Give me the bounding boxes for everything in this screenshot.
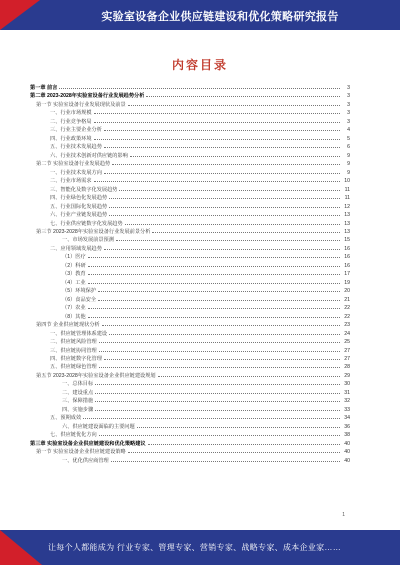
toc-entry[interactable]: [30, 296, 350, 304]
toc-entry[interactable]: [30, 203, 350, 211]
toc-entry[interactable]: [30, 109, 350, 117]
toc-entry-page: 3: [347, 101, 350, 108]
toc-entry-page: 12: [344, 203, 350, 210]
toc-entry-label: （1）医疗: [62, 254, 86, 261]
footer-slogan: 让每个人都能成为 行业专家、管理专家、营销专家、战略专家、成本企业家……: [48, 543, 342, 552]
toc-entry[interactable]: [30, 245, 350, 253]
toc-entry-page: 34: [344, 415, 350, 422]
toc-entry-label: 六、行业产业链发展趋势: [50, 212, 108, 219]
toc-entry-label: 四、行业绿色化发展趋势: [50, 195, 108, 202]
toc-entry[interactable]: [30, 92, 350, 100]
toc-leader-dots: [99, 342, 340, 343]
toc-leader-dots: [94, 122, 340, 123]
toc-entry-label: 第一节 实验室设备企业供应链建设策略: [36, 449, 126, 456]
toc-leader-dots: [109, 215, 340, 216]
toc-entry[interactable]: [30, 338, 350, 346]
toc-entry-page: 36: [344, 423, 350, 430]
toc-entry-label: 五、行业国际化发展趋势: [50, 203, 108, 210]
toc-entry-page: 11: [344, 195, 350, 202]
toc-entry-label: 第三章 实验室设备企业供应链建设和优化策略建议: [30, 440, 146, 447]
toc-entry[interactable]: [30, 380, 350, 388]
toc-leader-dots: [104, 359, 340, 360]
toc-entry-label: 七、供应链优化方向: [50, 432, 97, 439]
toc-entry-label: （8）其他: [62, 313, 86, 320]
toc-entry-page: 11: [344, 186, 350, 193]
toc-entry[interactable]: [30, 287, 350, 295]
toc-entry[interactable]: [30, 194, 350, 202]
toc-entry-page: 20: [344, 288, 350, 295]
toc-leader-dots: [99, 351, 340, 352]
toc-entry[interactable]: [30, 270, 350, 278]
toc-entry[interactable]: [30, 448, 350, 456]
toc-entry[interactable]: [30, 135, 350, 143]
toc-entry-page: 3: [347, 85, 350, 91]
toc-leader-dots: [95, 393, 340, 394]
toc-entry[interactable]: [30, 118, 350, 126]
toc-leader-dots: [112, 164, 340, 165]
toc-leader-dots: [104, 173, 340, 174]
toc-entry-page: 25: [344, 339, 350, 346]
toc-leader-dots: [59, 88, 340, 89]
toc-entry-page: 38: [344, 432, 350, 439]
toc-entry[interactable]: [30, 211, 350, 219]
toc-leader-dots: [158, 376, 340, 377]
toc-leader-dots: [99, 435, 340, 436]
toc-leader-dots: [94, 139, 340, 140]
toc-entry[interactable]: [30, 440, 350, 448]
toc-entry-label: 二、应用领域发展趋势: [50, 245, 102, 252]
toc-entry[interactable]: [30, 330, 350, 338]
toc-leader-dots: [98, 300, 340, 301]
toc-entry-label: （2）科研: [62, 262, 86, 269]
toc-leader-dots: [83, 418, 340, 419]
toc-entry[interactable]: [30, 143, 350, 151]
page-number: 1: [342, 512, 345, 518]
toc-entry-label: 二、行业市场需求: [50, 178, 92, 185]
toc-entry-page: 40: [344, 449, 350, 456]
toc-entry-page: 27: [344, 347, 350, 354]
toc-entry-page: 40: [344, 457, 350, 464]
toc-leader-dots: [109, 334, 340, 335]
toc-entry[interactable]: [30, 389, 350, 397]
toc-entry[interactable]: [30, 355, 350, 363]
toc-entry-page: 4: [347, 127, 350, 134]
toc-entry-label: 六、供应链建设面临的主要问题: [62, 423, 135, 430]
toc-heading: 内容目录: [171, 58, 228, 72]
toc-leader-dots: [95, 384, 340, 385]
toc-entry-page: 32: [344, 398, 350, 405]
toc-entry-page: 22: [344, 313, 350, 320]
toc-leader-dots: [95, 401, 340, 402]
toc-entry-page: 19: [344, 279, 350, 286]
toc-entry[interactable]: [30, 372, 350, 380]
toc-entry[interactable]: [30, 101, 350, 109]
toc-entry-label: 三、行业主要企业分析: [50, 127, 102, 134]
toc-entry-page: 13: [344, 220, 350, 227]
toc-entry-label: 五、预期成效: [50, 415, 82, 422]
toc-entry-label: 五、行业技术发展趋势: [50, 144, 102, 151]
toc-entry-page: 13: [344, 228, 350, 235]
toc-entry-label: 二、行业竞争格局: [50, 118, 92, 125]
toc-entry-page: 15: [344, 237, 350, 244]
toc-entry-label: 第一章 前言: [30, 85, 58, 91]
toc-leader-dots: [109, 198, 340, 199]
toc-entry[interactable]: [30, 347, 350, 355]
toc-entry-page: 29: [344, 372, 350, 379]
toc-entry-label: 三、智能化及数字化发展趋势: [50, 186, 118, 193]
toc-entry[interactable]: [30, 177, 350, 185]
toc-entry-label: 二、建设重点: [62, 389, 94, 396]
toc-entry-label: 六、行业技术创新对供应链的影响: [50, 152, 128, 159]
toc-entry-page: 9: [347, 169, 350, 176]
toc-entry-label: 四、供应链数字化管理: [50, 356, 102, 362]
toc-entry-page: 23: [344, 322, 350, 329]
toc-entry[interactable]: [30, 220, 350, 228]
toc-entry-page: 33: [344, 406, 350, 413]
toc-entry[interactable]: [30, 321, 350, 329]
toc-entry-label: （7）农业: [62, 305, 86, 312]
toc-entry-label: 一、总体目标: [62, 381, 94, 388]
toc-leader-dots: [104, 130, 340, 131]
toc-entry[interactable]: [30, 169, 350, 177]
toc-entry-label: 三、保障措施: [62, 398, 94, 405]
toc-entry-page: 16: [344, 245, 350, 252]
toc-entry-page: 40: [344, 440, 350, 447]
toc-entry[interactable]: [30, 406, 350, 414]
footer-banner: [0, 530, 400, 565]
toc-entry[interactable]: [30, 253, 350, 261]
toc-entry-label: 第一节 实验室设备行业发展现状及前景: [36, 101, 126, 108]
toc-entry-label: 七、行业供应链数字化发展趋势: [50, 220, 123, 227]
header-banner: [0, 0, 400, 30]
toc-entry-page: 28: [344, 364, 350, 371]
toc-leader-dots: [128, 105, 340, 106]
toc-entry-label: 四、行业政策环境: [50, 135, 92, 142]
toc-entry-label: 第四节 企业供应链现状分析: [36, 322, 100, 329]
toc-entry-label: 第二节 实验室设备行业发展趋势: [36, 161, 111, 168]
toc-entry-label: 一、行业市场规模: [50, 110, 92, 117]
toc-entry[interactable]: [30, 186, 350, 194]
toc-entry[interactable]: [30, 313, 350, 321]
toc-leader-dots: [88, 283, 340, 284]
toc-entry-label: 第二章 2023-2028年实验室设备行业发展趋势分析: [30, 93, 145, 100]
toc-leader-dots: [88, 308, 340, 309]
toc-leader-dots: [99, 367, 340, 368]
toc-entry-label: 一、行业技术发展方向: [50, 169, 102, 176]
toc-entry-page: 16: [344, 254, 350, 261]
toc-entry-page: 27: [344, 356, 350, 362]
toc-leader-dots: [102, 325, 340, 326]
toc-entry[interactable]: [30, 457, 350, 465]
toc-entry[interactable]: [30, 279, 350, 287]
toc-entry-page: 9: [347, 152, 350, 159]
toc-entry-page: 5: [347, 135, 350, 142]
toc-entry-label: 五、供应链绿色管理: [50, 364, 97, 371]
toc-leader-dots: [94, 113, 340, 114]
toc-entry-page: 17: [344, 271, 350, 278]
toc-entry-label: 第五节 2023-2028年实验室设备企业供应链建设规划: [36, 372, 156, 379]
toc-entry-label: 一、市场发展前景预测: [62, 237, 114, 244]
toc-entry-label: 三、供应链协同管理: [50, 347, 97, 354]
toc-entry-page: 13: [344, 212, 350, 219]
toc-leader-dots: [116, 240, 340, 241]
toc-leader-dots: [88, 266, 340, 267]
toc-entry-page: 9: [347, 161, 350, 168]
toc-entry[interactable]: [30, 262, 350, 270]
toc-entry[interactable]: [30, 228, 350, 236]
toc-entry[interactable]: [30, 414, 350, 422]
toc-leader-dots: [88, 274, 340, 275]
toc-leader-dots: [95, 410, 340, 411]
toc-leader-dots: [109, 207, 340, 208]
toc-leader-dots: [152, 232, 340, 233]
toc-entry-page: 6: [347, 144, 350, 151]
toc-entry-label: 四、实施步骤: [62, 406, 94, 413]
toc-leader-dots: [137, 427, 340, 428]
toc-entry-page: 22: [344, 305, 350, 312]
toc-entry-label: 一、供应链管理体系建设: [50, 330, 108, 337]
toc-entry[interactable]: [30, 152, 350, 160]
header-red-accent: [0, 0, 40, 30]
toc-leader-dots: [128, 452, 340, 453]
toc-entry-page: 30: [344, 381, 350, 388]
toc-entry-label: （3）教育: [62, 271, 86, 278]
toc-entry-page: 10: [344, 178, 350, 185]
toc-entry[interactable]: [30, 423, 350, 431]
table-of-contents: [30, 84, 350, 465]
toc-entry-label: 一、优化供应商管理: [62, 457, 109, 464]
toc-entry[interactable]: [30, 304, 350, 312]
toc-entry-page: 21: [344, 296, 350, 303]
toc-entry-label: 第三节 2023-2028年实验室设备行业发展前景分析: [36, 228, 151, 235]
toc-entry-page: 3: [347, 118, 350, 125]
toc-entry[interactable]: [30, 397, 350, 405]
toc-leader-dots: [94, 181, 340, 182]
toc-entry-page: 3: [347, 110, 350, 117]
footer-red-accent: [0, 530, 42, 565]
toc-entry[interactable]: [30, 84, 350, 92]
toc-entry-label: （4）工业: [62, 279, 86, 286]
toc-leader-dots: [88, 317, 340, 318]
toc-entry-page: 24: [344, 330, 350, 337]
toc-leader-dots: [148, 444, 340, 445]
toc-leader-dots: [104, 147, 340, 148]
toc-entry[interactable]: [30, 160, 350, 168]
toc-entry-label: 二、供应链风险管理: [50, 339, 97, 346]
toc-entry[interactable]: [30, 236, 350, 244]
toc-entry[interactable]: [30, 363, 350, 371]
toc-leader-dots: [146, 96, 340, 97]
toc-entry-label: （5）环境保护: [62, 288, 97, 295]
toc-leader-dots: [130, 156, 340, 157]
toc-entry-page: 3: [347, 93, 350, 100]
toc-leader-dots: [125, 224, 340, 225]
report-title: 实验室设备企业供应链建设和优化策略研究报告: [101, 11, 339, 23]
toc-leader-dots: [98, 291, 340, 292]
toc-entry-page: 16: [344, 262, 350, 269]
toc-entry-page: 31: [344, 389, 350, 396]
toc-entry[interactable]: [30, 126, 350, 134]
toc-leader-dots: [119, 190, 340, 191]
toc-leader-dots: [88, 257, 340, 258]
toc-leader-dots: [104, 249, 340, 250]
toc-entry-label: （6）食品安全: [62, 296, 97, 303]
toc-entry[interactable]: [30, 431, 350, 439]
toc-leader-dots: [111, 461, 340, 462]
